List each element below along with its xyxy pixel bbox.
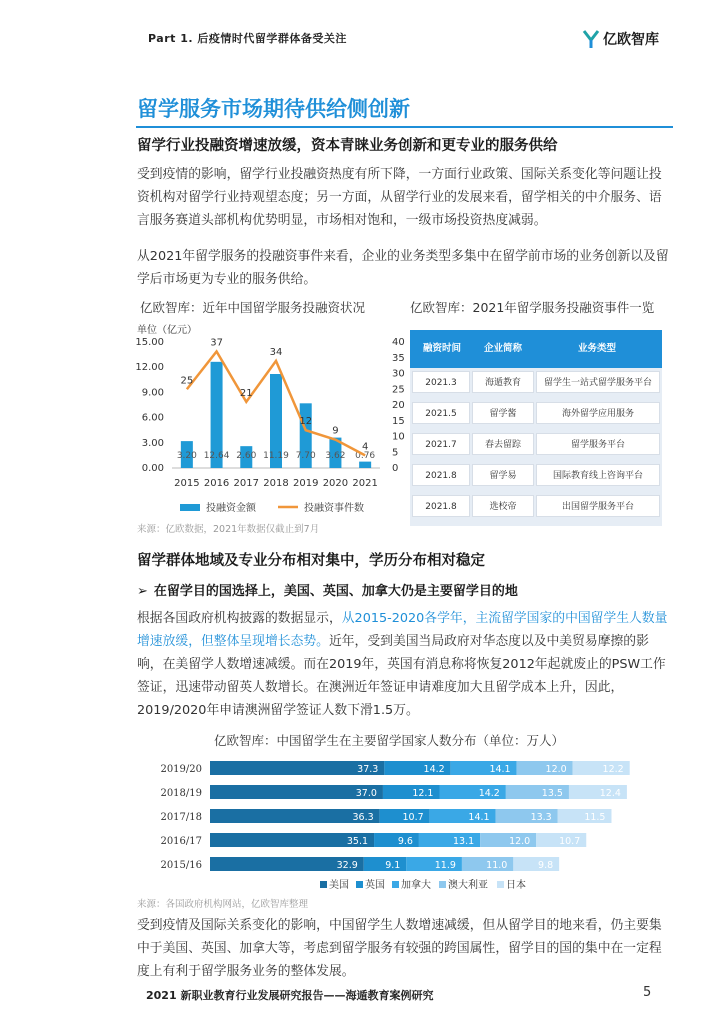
paragraph-destination-data xyxy=(137,607,673,722)
legend-label-加拿大: 加拿大 xyxy=(401,880,431,891)
right-tick-label: 0 xyxy=(392,463,399,474)
row-label: 2015/16 xyxy=(160,860,202,871)
left-tick-label: 15.00 xyxy=(135,337,164,348)
segment-value-label: 35.1 xyxy=(346,836,369,847)
table-cell: 留学服务平台 xyxy=(536,433,660,455)
segment-value-label: 12.2 xyxy=(602,764,624,775)
bar-value-label: 0.76 xyxy=(355,451,376,461)
segment-value-label: 10.7 xyxy=(559,836,581,847)
section-divider xyxy=(136,126,673,128)
chart1-title: 亿欧智库：近年中国留学服务投融资状况 xyxy=(140,300,366,315)
footer-report-title: 2021 新职业教育行业发展研究报告——海遁教育案例研究 xyxy=(146,989,434,1002)
chart2-title: 亿欧智库：中国留学生在主要留学国家人数分布（单位：万人） xyxy=(214,733,565,748)
segment-value-label: 36.3 xyxy=(352,812,374,823)
legend-swatch-加拿大 xyxy=(392,881,399,888)
page-number: 5 xyxy=(643,985,652,1000)
legend-label-events: 投融资事件数 xyxy=(304,503,364,514)
bar-value-label: 3.20 xyxy=(176,451,197,461)
destination-stacked-chart xyxy=(140,754,670,894)
table-title: 亿欧智库：2021年留学服务投融资事件一览 xyxy=(410,300,655,315)
segment-value-label: 32.9 xyxy=(336,860,358,871)
bar-value-label: 3.62 xyxy=(325,451,346,461)
line-value-label: 4 xyxy=(361,441,369,453)
segment-value-label: 9.6 xyxy=(397,836,413,847)
left-tick-label: 9.00 xyxy=(141,387,164,399)
segment-value-label: 9.1 xyxy=(385,860,401,871)
segment-value-label: 12.4 xyxy=(599,788,621,799)
left-tick-label: 6.00 xyxy=(141,412,164,424)
table-header-company: 企业简称 xyxy=(483,343,522,354)
legend-swatch-美国 xyxy=(320,881,327,888)
bar-value-label: 11.19 xyxy=(263,451,289,461)
legend-label-英国: 英国 xyxy=(365,880,385,891)
segment-value-label: 13.1 xyxy=(452,836,475,847)
left-tick-label: 12.00 xyxy=(135,362,164,374)
bullet-destination xyxy=(137,580,518,599)
chart2-source: 来源：各国政府机构网站，亿欧智库整理 xyxy=(137,899,309,910)
table-header-business: 业务类型 xyxy=(577,343,616,354)
arrow-bullet-icon: ➢ xyxy=(137,584,148,599)
x-tick-label: 2015 xyxy=(174,478,200,489)
segment-value-label: 37.3 xyxy=(357,764,379,775)
para3-highlight: 从2015-2020各学年，主流留学国家的中国留学生人数量增速放缓，但整体呈现增长态势。 xyxy=(137,611,668,649)
table-cell: 留学酱 xyxy=(472,402,534,424)
subhead-investment: 留学行业投融资增速放缓，资本青睐业务创新和更专业的服务供给 xyxy=(137,138,558,154)
segment-value-label: 12.1 xyxy=(412,788,434,799)
table-cell: 2021.8 xyxy=(412,464,470,486)
chart1-source: 来源：亿欧数据，2021年数据仅截止到7月 xyxy=(137,524,320,535)
row-label: 2018/19 xyxy=(160,788,202,799)
table-cell: 海外留学应用服务 xyxy=(536,402,660,424)
right-tick-label: 25 xyxy=(392,384,405,396)
segment-value-label: 12.0 xyxy=(545,764,567,775)
para3-lead: 根据各国政府机构披露的数据显示， xyxy=(137,611,342,626)
table-cell: 留学易 xyxy=(472,464,534,486)
x-tick-label: 2016 xyxy=(203,478,230,489)
table-cell: 2021.8 xyxy=(412,495,470,517)
segment-value-label: 10.7 xyxy=(402,812,424,823)
line-value-label: 21 xyxy=(239,387,253,399)
section-title: 留学服务市场期待供给侧创新 xyxy=(137,97,410,121)
bar-value-label: 7.70 xyxy=(295,451,316,461)
table-cell: 选校帝 xyxy=(472,495,534,517)
table-cell: 2021.3 xyxy=(412,371,470,393)
segment-value-label: 11.5 xyxy=(584,812,606,823)
line-value-label: 34 xyxy=(269,346,283,358)
right-tick-label: 35 xyxy=(392,352,405,364)
segment-value-label: 14.1 xyxy=(489,764,511,775)
legend-swatch-investment xyxy=(180,504,200,511)
paragraph-2021-events: 从2021年留学服务的投融资事件来看，企业的业务类型多集中在留学前市场的业务创新以及留学后市场更为专业的服务供给。 xyxy=(137,249,669,287)
segment-value-label: 11.0 xyxy=(486,860,508,871)
table-cell: 国际教育线上咨询平台 xyxy=(536,464,660,486)
line-value-label: 25 xyxy=(180,375,194,387)
investment-events-table xyxy=(410,330,662,526)
table-header-time: 融资时间 xyxy=(422,343,461,354)
segment-value-label: 13.3 xyxy=(530,812,552,823)
x-tick-label: 2020 xyxy=(322,478,349,489)
segment-value-label: 9.8 xyxy=(538,860,554,871)
legend-swatch-日本 xyxy=(497,881,504,888)
segment-value-label: 14.1 xyxy=(468,812,490,823)
bar-value-label: 2.60 xyxy=(236,451,257,461)
right-tick-label: 10 xyxy=(392,431,405,443)
x-tick-label: 2018 xyxy=(263,478,289,489)
bullet-destination-text: 在留学目的国选择上，美国、英国、加拿大仍是主要留学目的地 xyxy=(153,584,518,599)
legend-swatch-英国 xyxy=(356,881,363,888)
legend-swatch-澳大利亚 xyxy=(439,881,446,888)
line-value-label: 12 xyxy=(299,416,313,428)
row-label: 2016/17 xyxy=(160,836,202,847)
segment-value-label: 14.2 xyxy=(478,788,500,799)
segment-value-label: 11.9 xyxy=(434,860,456,871)
subhead-distribution: 留学群体地域及专业分布相对集中，学历分布相对稳定 xyxy=(137,553,485,569)
left-tick-label: 3.00 xyxy=(141,437,164,449)
line-value-label: 9 xyxy=(332,425,339,437)
x-tick-label: 2017 xyxy=(233,478,260,489)
right-tick-label: 15 xyxy=(392,415,405,427)
paragraph-intro: 受到疫情的影响，留学行业投融资热度有所下降，一方面行业政策、国际关系变化等问题让投资机构对留学行业持观望态度；另一方面，从留学行业的发展来看，留学相关的中介服务、语言服务赛道头部机构优势明显，市场相对饱和，一级市场投资热度减弱。 xyxy=(137,167,662,228)
segment-value-label: 14.2 xyxy=(423,764,445,775)
bar-value-label: 12.64 xyxy=(203,451,230,461)
logo xyxy=(582,28,659,50)
table-cell: 出国留学服务平台 xyxy=(536,495,660,517)
x-tick-label: 2021 xyxy=(352,478,378,489)
table-cell: 海遁教育 xyxy=(472,371,534,393)
legend-label-日本: 日本 xyxy=(506,880,526,891)
right-tick-label: 40 xyxy=(392,337,405,348)
segment-value-label: 37.0 xyxy=(355,788,377,799)
left-tick-label: 0.00 xyxy=(141,463,164,474)
table-header-row xyxy=(410,330,662,368)
logo-icon xyxy=(582,29,600,49)
table-cell: 2021.7 xyxy=(412,433,470,455)
chart1-unit-label: 单位（亿元） xyxy=(137,325,197,336)
para3-rest: 近年，受到美国当局政府对华态度以及中美贸易摩擦的影响，在美留学人数增速减缓。而在2019年，英国有消息称将恢复2012年起就废止的PSW工作签证，迅速带动留英人数增长。在澳洲近年签证申请难度加大且留学成本上升，因此，2019/2020年申请澳洲留学签证人数下滑1.5万。 xyxy=(137,634,666,718)
paragraph-conclusion: 受到疫情及国际关系变化的影响，中国留学生人数增速减缓，但从留学目的地来看，仍主要集中于美国、英国、加拿大等，考虑到留学服务有较强的跨国属性，留学目的国的集中在一定程度上有利于留学服务业务的整体发展。 xyxy=(137,918,662,979)
right-tick-label: 30 xyxy=(392,368,405,380)
investment-combo-chart xyxy=(130,330,410,525)
logo-text: 亿欧智库 xyxy=(603,32,659,48)
legend-label-美国: 美国 xyxy=(329,880,349,891)
x-tick-label: 2019 xyxy=(292,478,319,489)
line-value-label: 37 xyxy=(210,337,223,349)
row-label: 2017/18 xyxy=(160,812,202,823)
table-cell: 春去留踪 xyxy=(472,433,534,455)
right-tick-label: 20 xyxy=(392,400,405,411)
row-label: 2019/20 xyxy=(160,764,202,775)
bar-investment-2021 xyxy=(359,462,371,468)
right-tick-label: 5 xyxy=(392,447,399,459)
segment-value-label: 12.0 xyxy=(509,836,531,847)
table-cell: 2021.5 xyxy=(412,402,470,424)
header-part-label: Part 1. 后疫情时代留学群体备受关注 xyxy=(148,32,347,45)
table-cell: 留学生一站式留学服务平台 xyxy=(536,371,660,393)
segment-value-label: 13.5 xyxy=(541,788,563,799)
legend-label-investment: 投融资金额 xyxy=(206,503,256,514)
legend-label-澳大利亚: 澳大利亚 xyxy=(448,880,488,891)
